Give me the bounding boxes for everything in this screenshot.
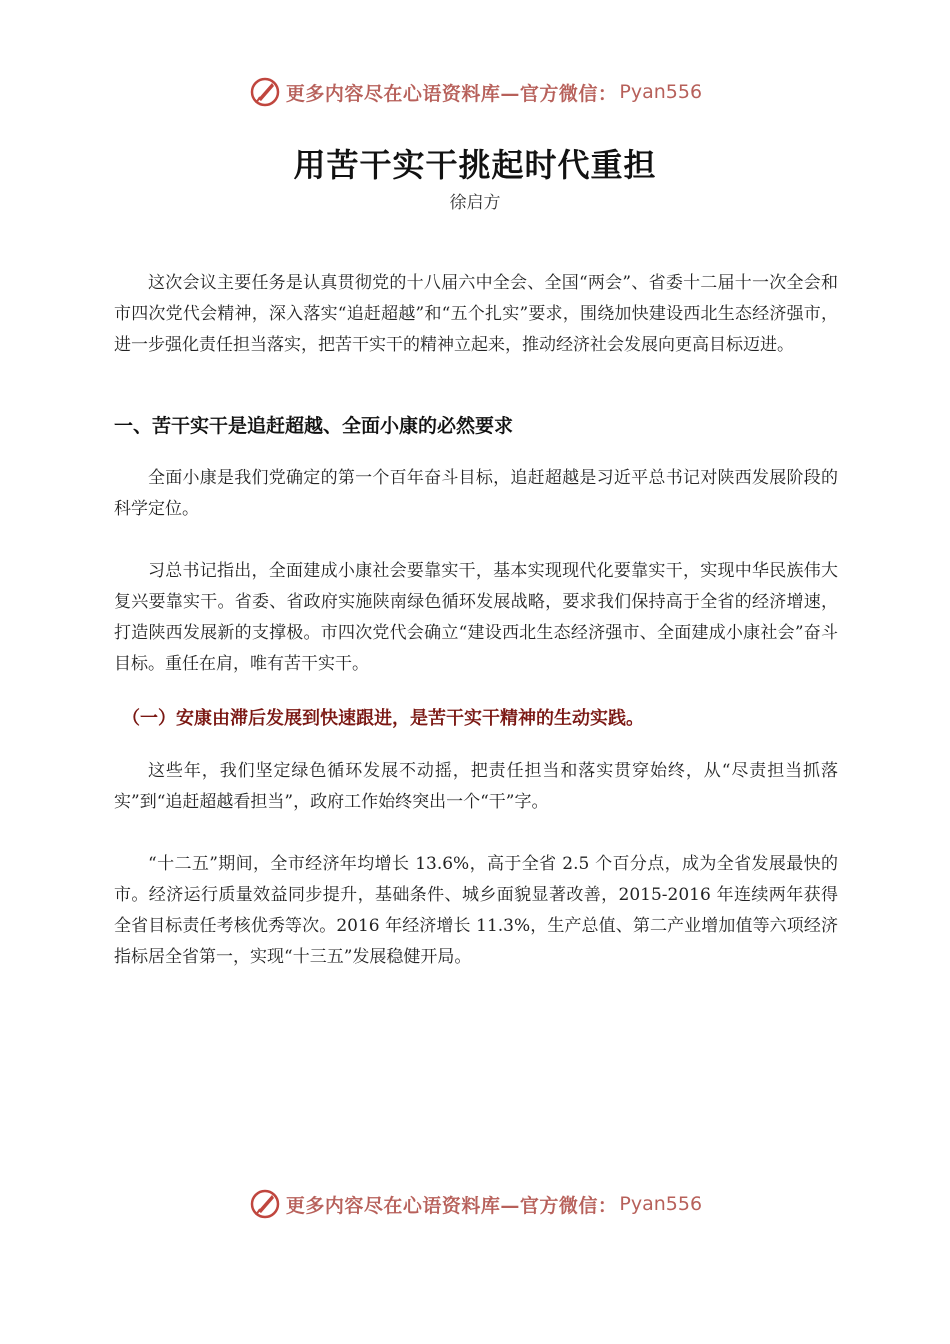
paragraph-4: “十二五”期间，全市经济年均增长 13.6%，高于全省 2.5 个百分点，成为全省发展最快的市。经济运行质量效益同步提升，基础条件、城乡面貌显著改善，2015-2016 年连续两年获得全省目标责任考核优秀等次。2016 年经济增长 11.3%，生产总值、第二产业增加值等六项经济指标居全省第一，实现“十三五”发展稳健开局。 [114,854,838,967]
section-heading-1: 一、苦干实干是追赶超越、全面小康的必然要求 [114,415,514,437]
footer-banner [0,1184,950,1224]
paragraph-3: 这些年，我们坚定绿色循环发展不动摇，把责任担当和落实贯穿始终，从“尽责担当抓落实”到“追赶超越看担当”，政府工作始终突出一个“干”字。 [114,761,838,812]
banner-wechat-id: Pyan556 [619,81,703,103]
intro-paragraph: 这次会议主要任务是认真贯彻党的十八届六中全会、全国“两会”、省委十二届十一次全会和市四次党代会精神，深入落实“追赶超越”和“五个扎实”要求，围绕加快建设西北生态经济强市，进一步强化责任担当落实，把苦干实干的精神立起来，推动经济社会发展向更高目标迈进。 [114,273,838,355]
quill-logo-icon [248,1187,282,1221]
header-banner [0,72,950,112]
document-author: 徐启方 [449,193,501,213]
quill-logo-icon [248,75,282,109]
document-body [114,268,838,973]
document-title: 用苦干实干挑起时代重担 [293,146,657,184]
paragraph-1: 全面小康是我们党确定的第一个百年奋斗目标，追赶超越是习近平总书记对陕西发展阶段的科学定位。 [114,468,838,519]
subsection-heading-1: （一）安康由滞后发展到快速跟进，是苦干实干精神的生动实践。 [122,708,644,729]
banner-text: 更多内容尽在心语资料库—官方微信： [285,82,618,105]
banner-wechat-id: Pyan556 [619,1193,703,1215]
banner-text: 更多内容尽在心语资料库—官方微信： [285,1194,618,1217]
paragraph-2: 习总书记指出，全面建成小康社会要靠实干，基本实现现代化要靠实干，实现中华民族伟大复兴要靠实干。省委、省政府实施陕南绿色循环发展战略，要求我们保持高于全省的经济增速，打造陕西发展新的支撑极。市四次党代会确立“建设西北生态经济强市、全面建成小康社会”奋斗目标。重任在肩，唯有苦干实干。 [114,561,838,674]
